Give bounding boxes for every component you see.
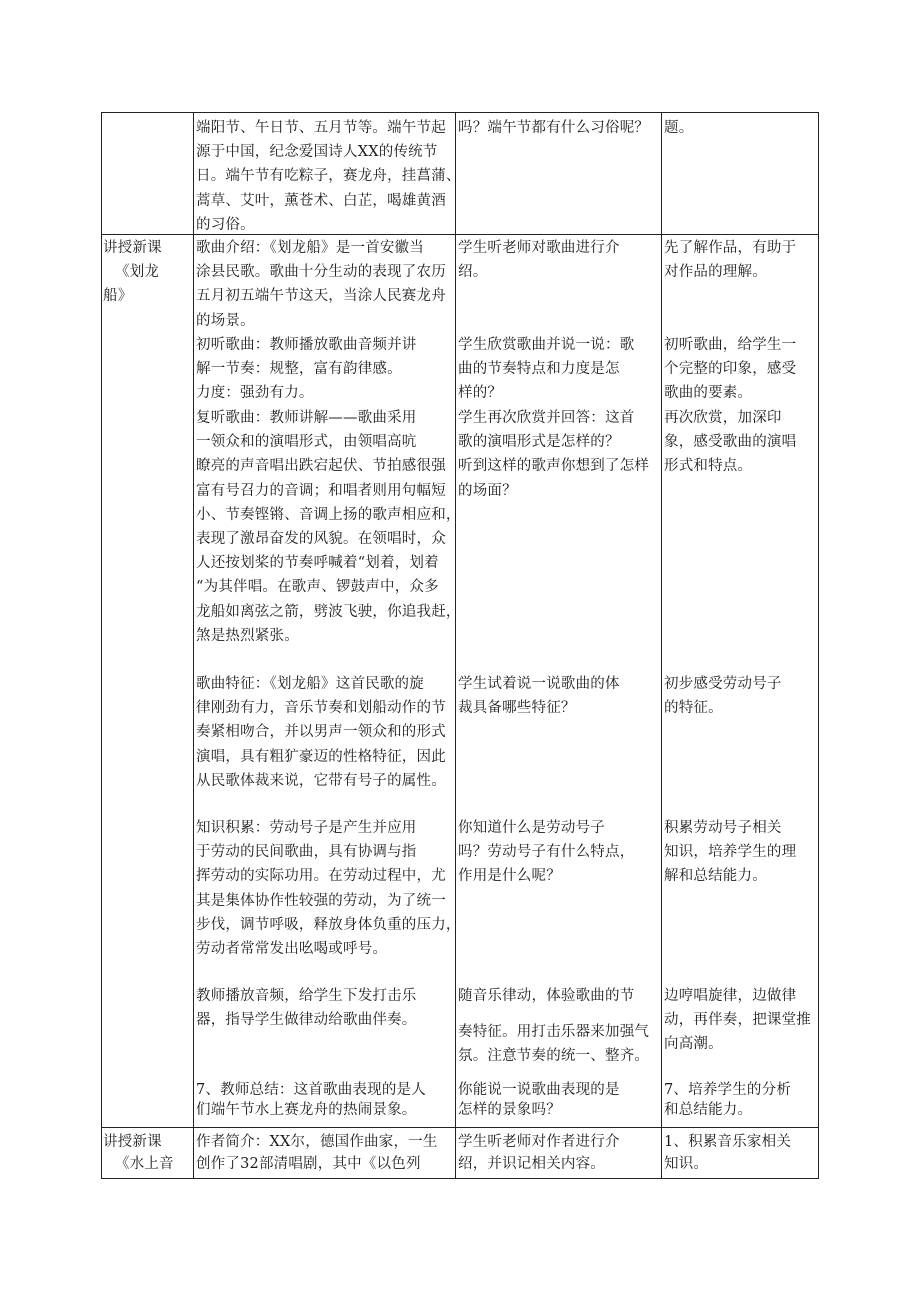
rhythm-activity-intent: 边哼唱旋律，边做律 动，再伴奏，把课堂推 向高潮。: [664, 988, 811, 1053]
first-listen-intent: 初听歌曲，给学生一 个完整的印象，感受 歌曲的要素。: [664, 337, 797, 402]
section-label-water-music: 讲授新课 《水上音: [103, 1134, 174, 1172]
song-features-intent: 初步感受劳动号子 的特征。: [664, 676, 782, 717]
summary-intent: 7、培养学生的分析 和总结能力。: [664, 1082, 792, 1118]
song-intro-student: 学生听老师对歌曲进行介 绍。: [458, 240, 620, 281]
rhythm-activity-student: 随音乐律动，体验歌曲的节 奏特征。用打击乐器来加强气 氛。注意节奏的统一、整齐。: [458, 988, 650, 1065]
song-intro-intent: 先了解作品，有助于 对作品的理解。: [664, 240, 797, 281]
table-border-top: [101, 112, 819, 113]
second-listen-intent: 再次欣赏，加深印 象，感受歌曲的演唱 形式和特点。: [664, 410, 797, 475]
composer-intro-text: 作者简介：XX尔，德国作曲家，一生 创作了32部清唱剧，其中《以色列: [196, 1134, 438, 1172]
song-intro-text: 歌曲介绍：《划龙船》是一首安徽当 涂县民歌。歌曲十分生动的表现了农历 五月初五端午节这天，当涂人民赛龙舟 的场景。: [196, 240, 446, 329]
composer-intro-student: 学生听老师对作者进行介 绍，并识记相关内容。: [458, 1134, 620, 1172]
summary-text: 7、教师总结：这首歌曲表现的是人 们端午节水上赛龙舟的热闹景象。: [196, 1082, 426, 1118]
row-1-student-activity: 吗？端午节都有什么习俗呢？: [458, 120, 650, 136]
second-listen-student: 学生再次欣赏并回答：这首 歌的演唱形式是怎样的？ 听到这样的歌声你想到了怎样 的场面？: [458, 410, 650, 499]
first-listen-text: 初听歌曲：教师播放歌曲音频并讲 解一节奏：规整，富有韵律感。 力度：强劲有力。: [196, 337, 417, 402]
composer-intro-intent: 1、积累音乐家相关 知识。: [664, 1134, 792, 1172]
song-features-student: 学生试着说一说歌曲的体 裁具备哪些特征？: [458, 676, 620, 717]
row-1-content: 端阳节、午日节、五月节等。端午节起 源于中国，纪念爱国诗人XX的传统节 日。端午节有吃粽子，赛龙舟，挂菖蒲、 蒿草、艾叶，薰苍术、白芷，喝雄黄酒 的习俗。: [196, 120, 461, 233]
row-1-design-intent: 题。: [664, 120, 694, 136]
second-listen-text: 复听歌曲：教师讲解——歌曲采用 一领众和的演唱形式，由领唱高吭 瞭亮的声音唱出跌宕起伏、节拍感很强 富有号召力的音调；和唱者则用句幅短 小、节奏铿锵、音调上扬的歌声相应和， 表现了激昂奋发的风貌。在领唱时，众 人还按划桨的节奏呼喊着“划着，划着 “为其伴唱。在歌声、锣鼓声中，众多 龙船如离弦之箭，劈波飞驶，你追我赶， 煞是热烈紧张。: [196, 410, 461, 644]
first-listen-student: 学生欣赏歌曲并说一说：歌 曲的节奏特点和力度是怎 样的？: [458, 337, 635, 402]
table-border-bottom: [101, 1178, 819, 1179]
rhythm-activity-text: 教师播放音频，给学生下发打击乐 器，指导学生做律动给歌曲伴奏。: [196, 988, 417, 1029]
knowledge-student: 你知道什么是劳动号子 吗？劳动号子有什么特点， 作用是什么呢？: [458, 820, 635, 885]
table-border-right: [818, 112, 819, 1179]
row-divider-2: [101, 1127, 819, 1128]
section-label-hualongchuan: 讲授新课 《划龙 船》: [103, 240, 162, 305]
knowledge-text: 知识积累：劳动号子是产生并应用 于劳动的民间歌曲，具有协调与指 挥劳动的实际功用。在劳动过程中，尤 其是集体协作性较强的劳动，为了统一 步伐，调节呼吸，释放身体负重的压力， 劳动者常常发出吆喝或呼号。: [196, 820, 461, 957]
column-divider-1: [193, 112, 194, 1179]
summary-student: 你能说一说歌曲表现的是 怎样的景象吗？: [458, 1082, 620, 1118]
column-divider-3: [661, 112, 662, 1179]
knowledge-intent: 积累劳动号子相关 知识，培养学生的理 解和总结能力。: [664, 820, 797, 885]
song-features-text: 歌曲特征：《划龙船》这首民歌的旋 律刚劲有力，音乐节奏和划船动作的节 奏紧相吻合，并以男声一领众和的形式 演唱，具有粗犷豪迈的性格特征，因此 从民歌体裁来说，它带有号子的属性。: [196, 676, 446, 789]
table-border-left: [101, 112, 102, 1179]
